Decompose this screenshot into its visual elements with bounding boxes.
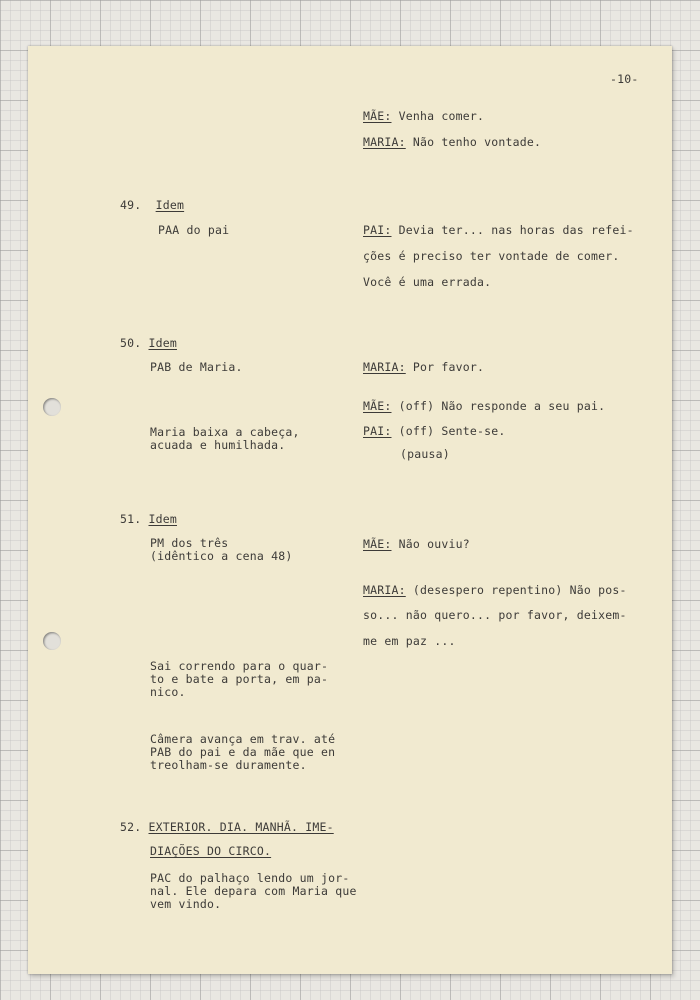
speaker-maria: MARIA: <box>363 135 406 149</box>
speaker-mae: MÃE: <box>363 399 392 413</box>
scene-51-shot-line1: PM dos três <box>150 536 229 550</box>
dialogue-text: (desespero repentino) Não pos- <box>405 583 627 597</box>
scene-52-action-line3: vem vindo. <box>150 897 222 911</box>
scene-51-action1-line2: to e bate a porta, em pa- <box>150 672 329 686</box>
scene-51-maria-line2: so... não quero... por favor, deixem- <box>363 608 627 622</box>
dialogue-text: (off) Não responde a seu pai. <box>391 399 606 413</box>
speaker-mae: MÃE: <box>363 537 392 551</box>
scene-52-heading-line2: DIAÇÕES DO CIRCO. <box>150 844 272 858</box>
scene-50-shot: PAB de Maria. <box>150 360 243 374</box>
scene-number: 50. <box>120 336 142 350</box>
scene-49-heading <box>120 198 184 212</box>
scene-number: 52. <box>120 820 142 834</box>
punch-hole-bottom <box>43 632 61 650</box>
scene-51-action2-line3: treolham-se duramente. <box>150 758 307 772</box>
scene-49-pai-line1 <box>363 223 634 237</box>
scene-50-mae-line <box>363 399 605 413</box>
dialogue-text: Venha comer. <box>391 109 485 123</box>
scene-51-action1-line3: nico. <box>150 685 186 699</box>
scene-49-pai-line3: Você é uma errada. <box>363 275 492 289</box>
scene-title: Idem <box>148 512 177 526</box>
dialogue-maria-top <box>363 135 541 149</box>
speaker-pai: PAI: <box>363 424 392 438</box>
scene-51-action2-line1: Câmera avança em trav. até <box>150 732 336 746</box>
scene-number: 51. <box>120 512 142 526</box>
dialogue-mae-top <box>363 109 484 123</box>
scene-52-action-line2: nal. Ele depara com Maria que <box>150 884 357 898</box>
scene-52-heading-line1 <box>120 820 334 834</box>
scene-50-action-line2: acuada e humilhada. <box>150 438 286 452</box>
scene-50-pause: (pausa) <box>400 447 450 461</box>
dialogue-text: Não ouviu? <box>391 537 470 551</box>
scene-50-action-line1: Maria baixa a cabeça, <box>150 425 300 439</box>
dialogue-text: (off) Sente-se. <box>391 424 506 438</box>
dialogue-text: Devia ter... nas horas das refei- <box>391 223 634 237</box>
speaker-pai: PAI: <box>363 223 392 237</box>
scene-number: 49. <box>120 198 142 212</box>
dialogue-text: Não tenho vontade. <box>405 135 542 149</box>
speaker-mae: MÃE: <box>363 109 392 123</box>
scene-50-heading <box>120 336 177 350</box>
scene-51-maria-line1 <box>363 583 627 597</box>
scene-51-shot-line2: (idêntico a cena 48) <box>150 549 293 563</box>
scene-title: Idem <box>148 336 177 350</box>
scene-51-mae-line <box>363 537 470 551</box>
scene-51-maria-line3: me em paz ... <box>363 634 456 648</box>
scene-51-heading <box>120 512 177 526</box>
page-number: -10- <box>610 72 639 86</box>
scene-50-maria-line <box>363 360 484 374</box>
scene-49-shot: PAA do pai <box>158 223 230 237</box>
script-page <box>28 46 672 974</box>
scene-title: EXTERIOR. DIA. MANHÃ. IME- <box>148 820 334 834</box>
scene-52-action-line1: PAC do palhaço lendo um jor- <box>150 871 350 885</box>
scene-51-action2-line2: PAB do pai e da mãe que en <box>150 745 336 759</box>
dialogue-text: Por favor. <box>405 360 485 374</box>
scene-title: Idem <box>155 198 185 212</box>
scene-50-pai-line <box>363 424 505 438</box>
punch-hole-top <box>43 398 61 416</box>
speaker-maria: MARIA: <box>363 583 406 597</box>
speaker-maria: MARIA: <box>363 360 406 374</box>
scene-51-action1-line1: Sai correndo para o quar- <box>150 659 329 673</box>
scene-49-pai-line2: ções é preciso ter vontade de comer. <box>363 249 620 263</box>
